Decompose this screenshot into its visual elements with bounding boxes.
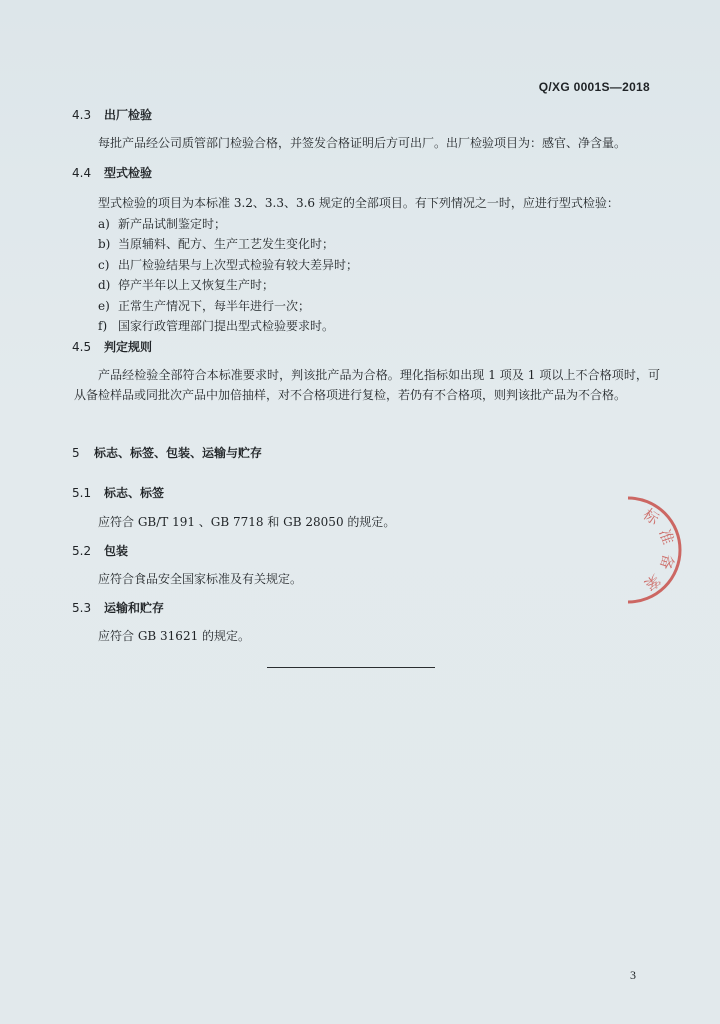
- section-heading-5: [72, 444, 262, 461]
- list-item-text: 新产品试制鉴定时；: [118, 217, 227, 231]
- list-item: [98, 214, 358, 234]
- list-item: [98, 234, 358, 254]
- list-item-text: 停产半年以上又恢复生产时；: [118, 278, 275, 293]
- section-text-5-1: 应符合 GB/T 191 、GB 7718 和 GB 28050 的规定。: [98, 515, 396, 529]
- section-text-4-5: 产品经检验全部符合本标准要求时，判该批产品为合格。理化指标如出现 1 项及 1 项以上不合格项时，可从备检样品或同批次产品中加倍抽样，对不合格项进行复检，若仍有不合格项，则判该批产品为不合格。: [74, 368, 660, 402]
- section-number: 5.2: [72, 544, 92, 558]
- section-intro-4-4: 型式检验的项目为本标准 3.2、3.3、3.6 规定的全部项目。有下列情况之一时，应进行型式检验：: [98, 196, 619, 210]
- seal-glyph: 准: [655, 526, 678, 547]
- list-marker: f): [98, 318, 108, 333]
- section-title: 判定规则: [104, 340, 153, 354]
- section-number: 4.4: [72, 166, 92, 180]
- list-item: [98, 316, 358, 336]
- list-item: [98, 275, 358, 295]
- list-marker: b): [98, 237, 111, 252]
- section-title: 标志、标签、包装、运输与贮存: [94, 446, 263, 460]
- section-number: 5: [72, 446, 80, 460]
- list-item-text: 正常生产情况下，每半年进行一次；: [118, 298, 311, 313]
- section-text-5-2: 应符合食品安全国家标准及有关规定。: [98, 572, 303, 586]
- standard-code: Q/XG 0001S—2018: [538, 80, 650, 94]
- section-number: 5.3: [72, 601, 92, 615]
- section-number: 4.3: [72, 108, 92, 122]
- section-heading-5-2: [72, 542, 128, 559]
- inspection-conditions-list: [98, 214, 358, 336]
- list-item: [98, 296, 358, 316]
- section-heading-4-5: [72, 338, 152, 355]
- seal-glyph: 案: [640, 570, 664, 595]
- section-number: 5.1: [72, 486, 92, 500]
- seal-glyphs: [640, 505, 678, 594]
- seal-glyph: 标: [639, 505, 663, 529]
- list-marker: d): [98, 278, 111, 293]
- end-rule: [267, 667, 435, 668]
- section-title: 出厂检验: [104, 108, 153, 122]
- list-item-text: 出厂检验结果与上次型式检验有较大差异时；: [118, 257, 359, 272]
- list-marker: e): [98, 298, 110, 313]
- section-title: 型式检验: [104, 166, 153, 180]
- section-title: 包装: [104, 544, 129, 558]
- section-number: 4.5: [72, 340, 92, 354]
- page-number: 3: [630, 968, 636, 982]
- section-text-5-3: 应符合 GB 31621 的规定。: [98, 629, 251, 643]
- seal-glyph: 备: [655, 552, 678, 572]
- section-heading-5-1: [72, 484, 164, 501]
- list-marker: c): [98, 257, 110, 272]
- section-heading-4-4: [72, 164, 152, 181]
- seal-graphic: [628, 490, 720, 610]
- list-item-text: 国家行政管理部门提出型式检验要求时。: [118, 318, 335, 333]
- list-marker: a): [98, 217, 110, 231]
- section-heading-4-3: [72, 106, 152, 123]
- list-item: [98, 255, 358, 275]
- section-title: 运输和贮存: [104, 601, 165, 615]
- section-title: 标志、标签: [104, 486, 165, 500]
- section-text-4-3: 每批产品经公司质管部门检验合格，并签发合格证明后方可出厂。出厂检验项目为：感官、净含量。: [98, 136, 627, 150]
- list-item-text: 当原辅料、配方、生产工艺发生变化时；: [118, 237, 335, 252]
- section-heading-5-3: [72, 599, 164, 616]
- filing-seal: [628, 490, 720, 610]
